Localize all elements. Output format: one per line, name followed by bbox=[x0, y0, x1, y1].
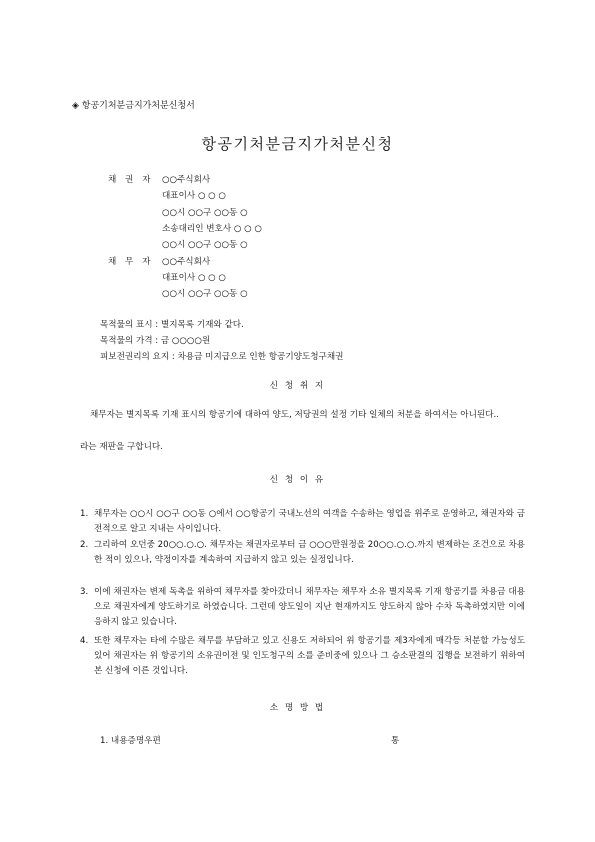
reasons-heading: 신 청 이 유 bbox=[269, 475, 326, 485]
debtor-address: ○○시 ○○구 ○○동 ○ bbox=[162, 289, 248, 299]
reason-item bbox=[80, 507, 525, 537]
purpose-closing: 라는 재판을 구합니다. bbox=[80, 442, 163, 452]
reason-item bbox=[80, 585, 525, 630]
reason-text: 또한 채무자는 타에 수많은 채무를 부담하고 있고 신용도 저하되어 위 항공기를 제3자에게 매각등 처분할 가능성도 있어 채권자는 위 항공기의 소유권이전 및 인도청구의 소를 준비중에 있으나 그 승소판결의 집행을 보전하기 위하여 본 신청에 이른 것입니다. bbox=[94, 636, 525, 676]
object-price: 목적물의 가격 : 금 ○○○○원 bbox=[100, 336, 211, 346]
purpose-body: 채무자는 별지목록 기재 표시의 항공기에 대하여 양도, 저당권의 설정 기타 일체의 처분을 하여서는 아니된다.. bbox=[90, 410, 499, 420]
header-tag: ◈ 항공기처분금지가처분신청서 bbox=[72, 101, 195, 111]
reason-text: 채무자는 ○○시 ○○구 ○○동 ○에서 ○○항공기 국내노선의 여객을 수송하는 영업을 위주로 운영하고, 채권자와 금전적으로 알고 지내는 사이입니다. bbox=[94, 509, 525, 534]
reason-number: 2. bbox=[80, 540, 89, 550]
creditor-attorney-address: ○○시 ○○구 ○○동 ○ bbox=[162, 240, 248, 250]
reason-number: 3. bbox=[80, 587, 89, 597]
reason-number: 1. bbox=[80, 509, 89, 519]
reason-text: 이에 채권자는 변제 독촉을 위하여 채무자를 찾아갔더니 채무자는 채무자 소유 별지목록 기재 항공기를 차용금 대용으로 채권자에게 양도하기로 하였습니다. 그런데 양도일이 지난 현재까지도 양도하지 않아 수차 독촉하였지만 이에 응하지 않고 있습니다. bbox=[94, 587, 525, 627]
reason-item bbox=[80, 538, 525, 568]
debtor-label: 채 무 자 bbox=[108, 257, 154, 267]
creditor-representative: 대표이사 ○ ○ ○ bbox=[162, 191, 226, 201]
creditor-label: 채 권 자 bbox=[108, 175, 154, 185]
document-title: 항공기처분금지가처분신청 bbox=[201, 135, 394, 153]
object-display: 목적물의 표시 : 별지목록 기재와 같다. bbox=[100, 320, 244, 330]
reason-number: 4. bbox=[80, 636, 89, 646]
creditor-name: ○○주식회사 bbox=[162, 175, 211, 185]
creditor-attorney: 소송대리인 변호사 ○ ○ ○ bbox=[162, 224, 262, 234]
purpose-heading: 신 청 취 지 bbox=[269, 381, 326, 391]
evidence-item: 1. 내용증명우편 bbox=[100, 736, 161, 746]
reason-item bbox=[80, 634, 525, 679]
reason-text: 그리하여 오던중 20○○.○.○. 채무자는 채권자로부터 금 ○○○만원정을 20○○.○.○.까지 변제하는 조건으로 차용한 적이 있으나, 약정이자를 계속하여 지급하지 않고 있는 실정입니다. bbox=[94, 540, 525, 565]
evidence-heading: 소 명 방 법 bbox=[269, 703, 326, 713]
preserved-right-summary: 피보전권리의 요지 : 차용금 미지급으로 인한 항공기양도청구채권 bbox=[100, 352, 344, 362]
creditor-address: ○○시 ○○구 ○○동 ○ bbox=[162, 208, 248, 218]
debtor-representative: 대표이사 ○ ○ ○ bbox=[162, 273, 226, 283]
evidence-count: 통 bbox=[391, 736, 400, 746]
debtor-name: ○○주식회사 bbox=[162, 257, 211, 267]
